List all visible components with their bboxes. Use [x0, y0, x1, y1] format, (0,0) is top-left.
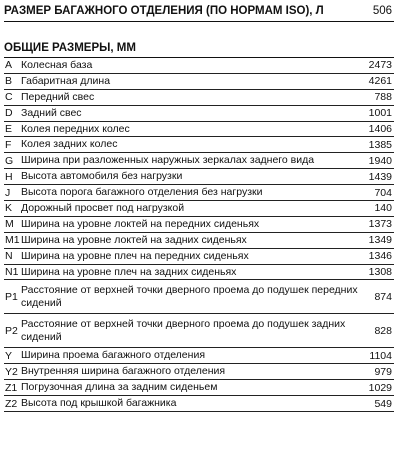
- table-row: [4, 314, 394, 348]
- row-label: Ширина на уровне локтей на задних сиденьях: [21, 233, 247, 246]
- row-code: B: [5, 75, 13, 88]
- row-value: 1104: [369, 349, 392, 362]
- row-label: Высота порога багажного отделения без нагрузки: [21, 186, 263, 199]
- table-row: [4, 185, 394, 201]
- row-label: Ширина на уровне локтей на передних сиденьях: [21, 217, 260, 230]
- row-code: D: [5, 107, 13, 120]
- row-label: Высота под крышкой багажника: [21, 397, 177, 410]
- row-label: Внутренняя ширина багажного отделения: [21, 365, 226, 378]
- row-value: 1406: [368, 123, 392, 135]
- row-label: Ширина проема багажного отделения: [21, 349, 206, 362]
- row-label: Задний свес: [21, 106, 82, 119]
- table-row: [4, 233, 394, 249]
- row-label: Габаритная длина: [21, 74, 111, 87]
- section-title: ОБЩИЕ РАЗМЕРЫ, ММ: [4, 42, 136, 54]
- table-row: [4, 106, 394, 122]
- table-row: [4, 364, 394, 380]
- row-label: Погрузочная длина за задним сиденьем: [21, 381, 218, 394]
- table-row: [4, 265, 394, 281]
- table-row: [4, 201, 394, 217]
- dimensions-table: [4, 58, 394, 412]
- table-row: [4, 280, 394, 314]
- row-code: J: [5, 186, 11, 199]
- row-value: 549: [374, 397, 392, 410]
- row-value: 1308: [368, 266, 392, 279]
- row-code: K: [5, 202, 13, 215]
- row-label: Дорожный просвет под нагрузкой: [21, 201, 185, 214]
- row-code: P2: [5, 324, 18, 337]
- table-row: [4, 169, 394, 185]
- row-code: A: [5, 59, 13, 72]
- row-code: M: [5, 218, 14, 231]
- trunk-volume-label: РАЗМЕР БАГАЖНОГО ОТДЕЛЕНИЯ (ПО НОРМАМ ISO), Л: [4, 5, 324, 17]
- row-label: Ширина на уровне плеч на передних сиденьях: [21, 249, 249, 262]
- row-code: P1: [5, 290, 18, 303]
- row-code: N: [5, 250, 13, 263]
- row-value: 2473: [368, 59, 392, 72]
- row-value: 1001: [368, 107, 392, 120]
- row-label: Колея передних колес: [21, 122, 130, 135]
- table-row: [4, 74, 394, 90]
- row-value: 1346: [368, 250, 392, 263]
- row-code: Y2: [5, 365, 18, 378]
- row-code: Z1: [5, 381, 18, 394]
- row-code: C: [5, 91, 13, 104]
- row-code: M1: [5, 234, 20, 247]
- trunk-volume-value: 506: [372, 5, 392, 17]
- row-value: 788: [374, 91, 392, 104]
- row-value: 1029: [368, 381, 392, 394]
- row-label: Колея задних колес: [21, 138, 118, 151]
- row-label: Высота автомобиля без нагрузки: [21, 170, 183, 183]
- row-value: 1349: [368, 234, 392, 247]
- row-label: Колесная база: [21, 58, 93, 71]
- row-code: F: [5, 138, 12, 151]
- row-value: 979: [374, 365, 392, 378]
- row-value: 4261: [368, 75, 392, 88]
- row-value: 874: [374, 290, 392, 303]
- row-code: G: [5, 154, 14, 167]
- row-label: Передний свес: [21, 90, 95, 103]
- row-label: Ширина при разложенных наружных зеркалах заднего вида: [21, 154, 315, 167]
- table-row: [4, 217, 394, 233]
- row-value: 704: [374, 186, 392, 199]
- table-row: [4, 396, 394, 412]
- row-value: 140: [374, 202, 392, 215]
- row-value: 828: [374, 324, 392, 337]
- row-code: N1: [5, 266, 19, 279]
- row-value: 1385: [368, 138, 392, 151]
- row-label: Расстояние от верхней точки дверного проема до подушек задних сидений: [21, 317, 346, 343]
- row-value: 1439: [368, 170, 392, 183]
- row-value: 1940: [368, 154, 392, 167]
- table-row: [4, 122, 394, 138]
- row-value: 1373: [368, 218, 392, 231]
- trunk-volume-row: [4, 4, 394, 22]
- row-code: Y: [5, 349, 13, 362]
- table-row: [4, 153, 394, 169]
- table-row: [4, 249, 394, 265]
- row-label: Расстояние от верхней точки дверного проема до подушек передних сидений: [21, 283, 358, 309]
- table-row: [4, 90, 394, 106]
- table-row: [4, 380, 394, 396]
- row-code: E: [5, 123, 13, 135]
- table-row: [4, 137, 394, 153]
- table-row: [4, 58, 394, 74]
- row-code: Z2: [5, 397, 18, 410]
- row-label: Ширина на уровне плеч на задних сиденьях: [21, 265, 237, 278]
- row-code: H: [5, 170, 13, 183]
- table-row: [4, 348, 394, 364]
